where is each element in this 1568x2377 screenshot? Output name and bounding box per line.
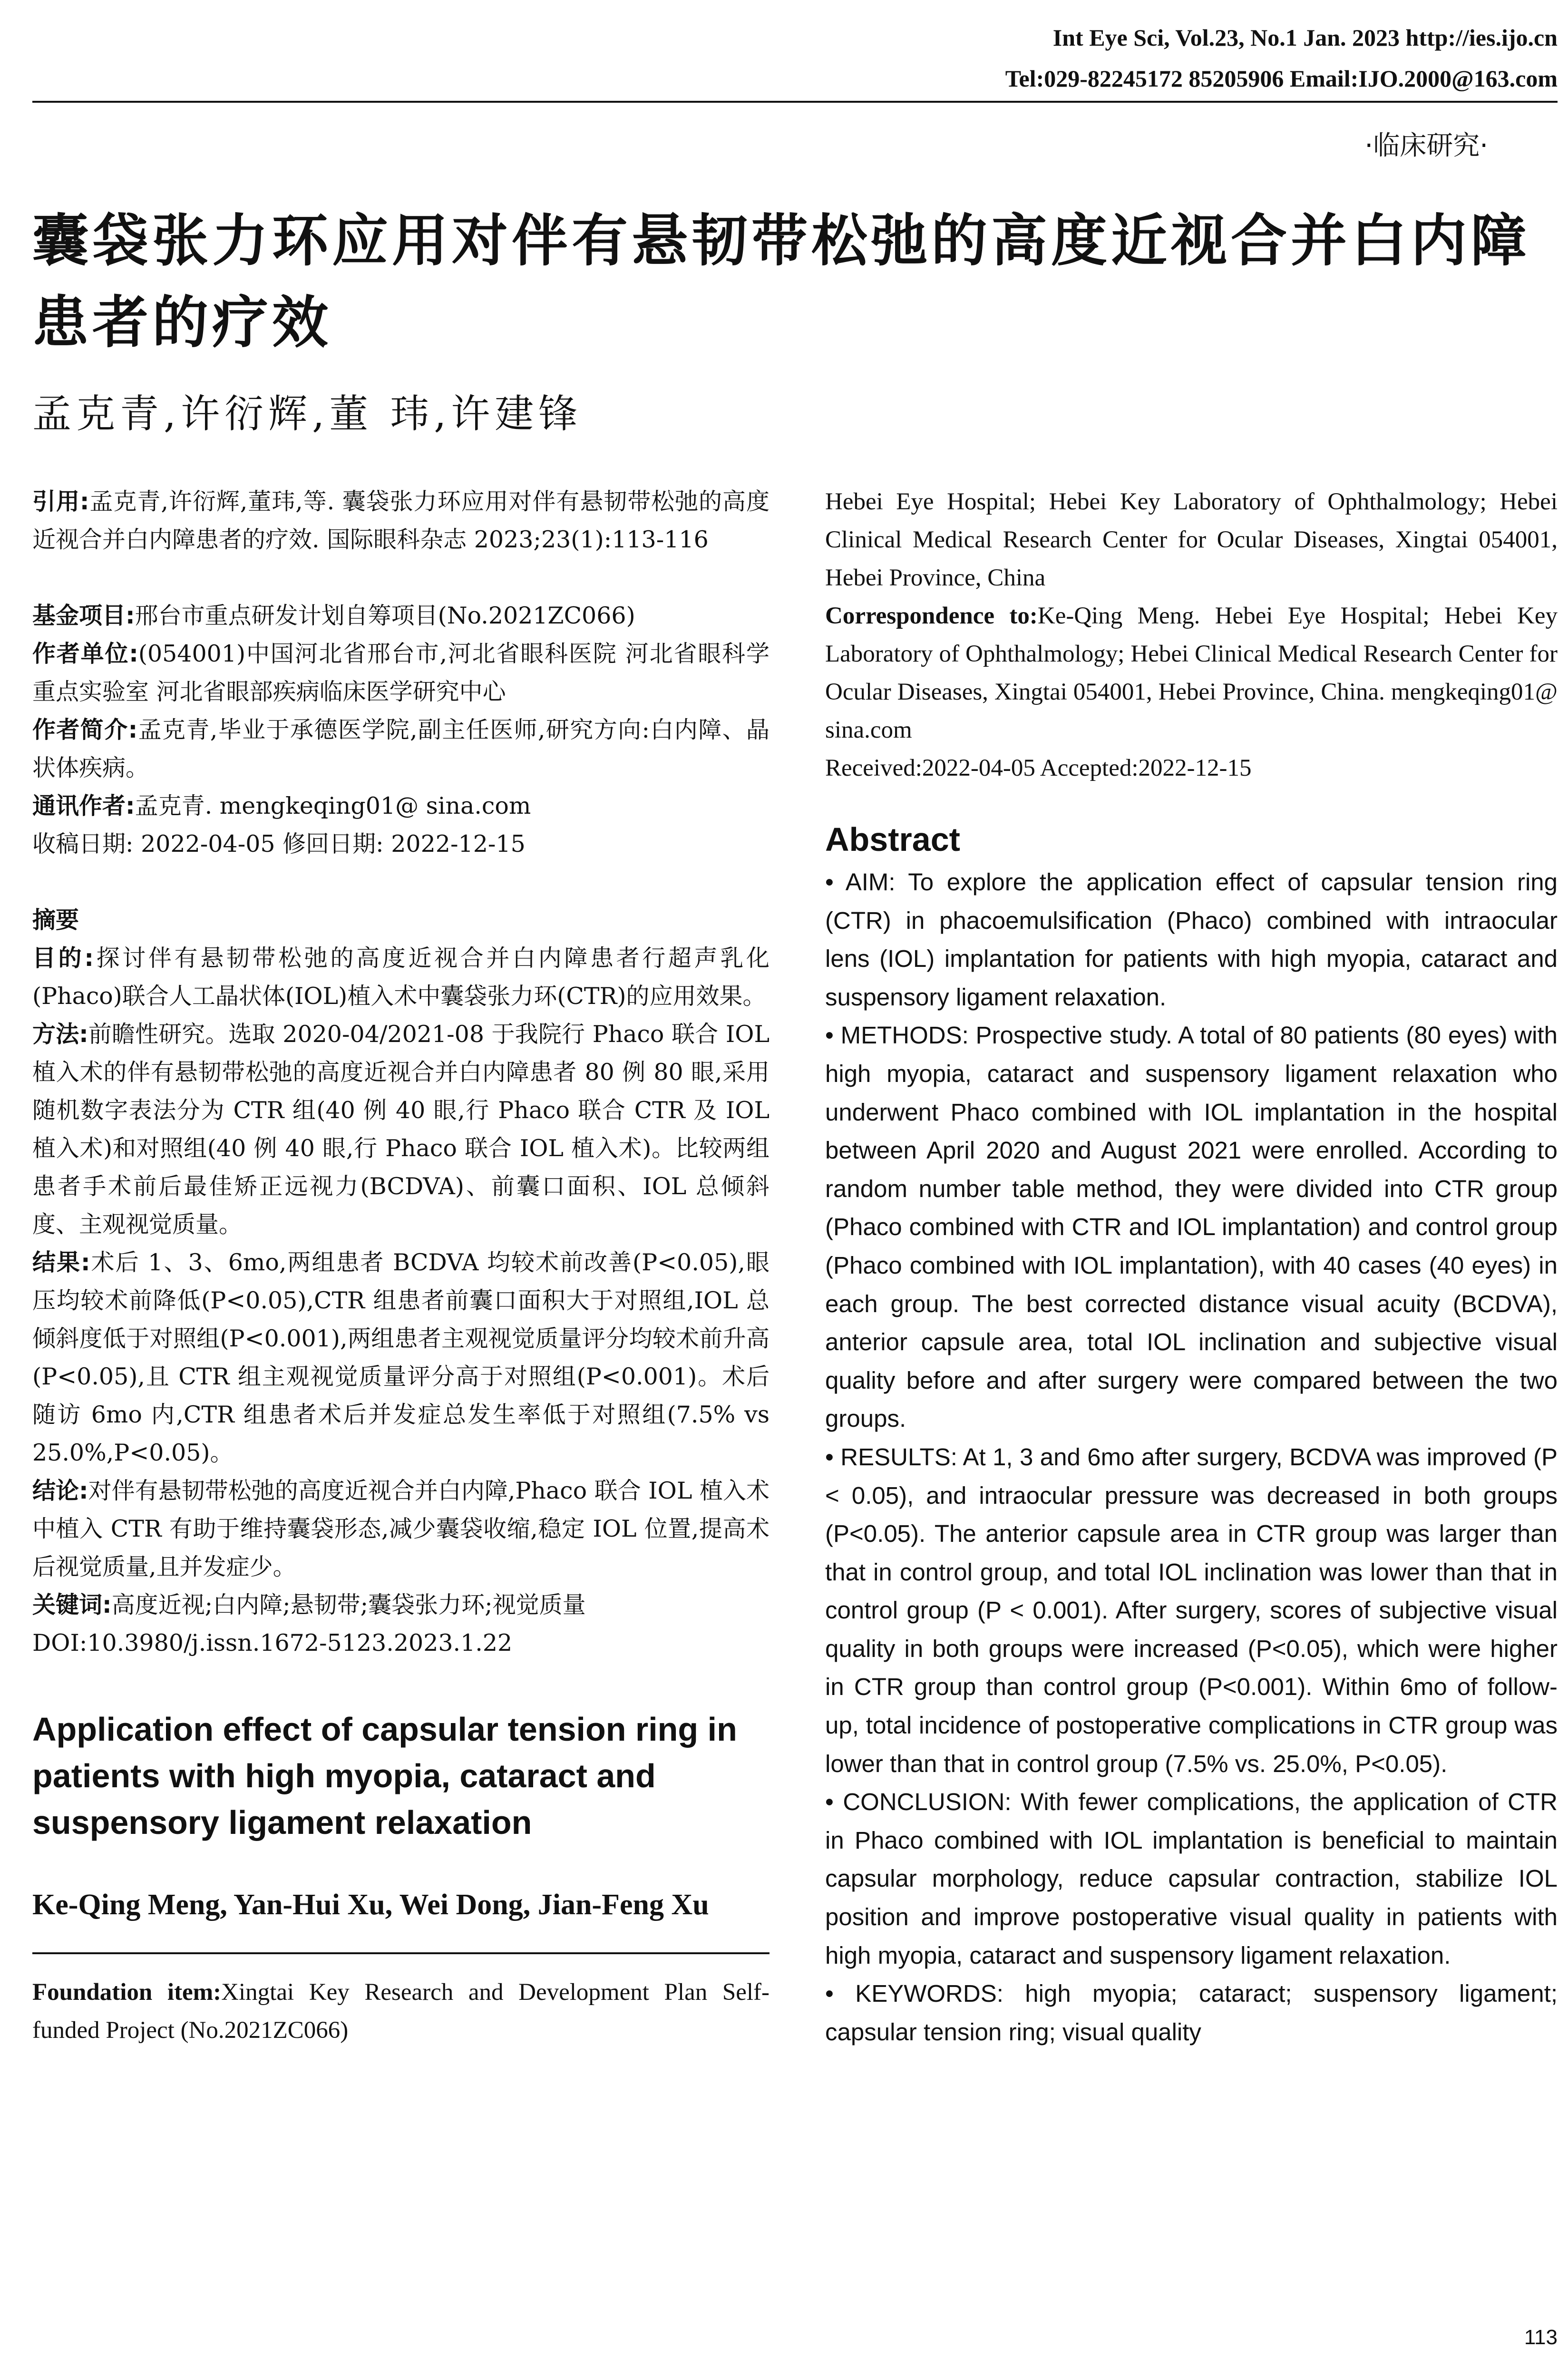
spacer: [32, 863, 769, 901]
spacer: [32, 1926, 769, 1952]
section-tag: ·临床研究·: [1364, 130, 1488, 161]
spacer: [32, 1662, 769, 1706]
fund-info: [32, 597, 769, 635]
cn-conclusion-label: 结论:: [32, 1477, 88, 1504]
intro-label: 作者简介:: [32, 716, 138, 743]
cn-methods-label: 方法:: [32, 1021, 88, 1048]
article-title: 囊袋张力环应用对伴有悬韧带松弛的高度近视合并白内障患者的疗效: [32, 208, 1531, 355]
correspondence-text: Ke-Qing Meng. Hebei Eye Hospital; Hebei Key Laboratory of Ophthalmology; Hebei Clinical Medical Research Center for Ocular Diseases, Xingtai 054001, Hebei Province, China. mengkeqing01@ sina.com: [825, 603, 1558, 743]
cn-abstract-heading: 摘要: [32, 906, 79, 934]
spacer: [32, 1954, 769, 1973]
cn-conclusion: [32, 1472, 769, 1586]
cn-aim-label: 目的:: [32, 945, 94, 972]
fund-text: 邢台市重点研发计划自筹项目(No.2021ZC066): [135, 602, 635, 629]
cn-keywords: [32, 1586, 769, 1624]
corresponding-author: [32, 787, 769, 825]
cn-keywords-text: 高度近视;白内障;悬韧带;囊袋张力环;视觉质量: [111, 1591, 586, 1618]
citation-text: 孟克青,许衍辉,董玮,等. 囊袋张力环应用对伴有悬韧带松弛的高度近视合并白内障患者的疗效. 国际眼科杂志 2023;23(1):113-116: [32, 488, 769, 553]
doi: DOI:10.3980/j.issn.1672-5123.2023.1.22: [32, 1629, 513, 1656]
author-unit: [32, 635, 769, 711]
correspondence-label: Correspondence to:: [825, 603, 1038, 629]
cn-aim-text: 探讨伴有悬韧带松弛的高度近视合并白内障患者行超声乳化(Phaco)联合人工晶状体(IOL)植入术中囊袋张力环(CTR)的应用效果。: [32, 945, 769, 1010]
foundation-item: [32, 1973, 769, 2049]
cn-results-text: 术后 1、3、6mo,两组患者 BCDVA 均较术前改善(P<0.05),眼压均较术前降低(P<0.05),CTR 组患者前囊口面积大于对照组,IOL 总倾斜度低于对照组(P<0.001),两组患者主观视觉质量评分均较术前升高(P<0.05),且 CTR 组主观视觉质量评分高于对照组(P<0.001)。术后随访 6mo 内,CTR 组患者术后并发症总发生率低于对照组(7.5% vs 25.0%,P<0.05)。: [32, 1249, 769, 1466]
article-authors: 孟克青,许衍辉,董 玮,许建锋: [32, 391, 583, 437]
journal-header-contact: Tel:029-82245172 85205906 Email:IJO.2000@163.com: [1005, 65, 1558, 92]
cn-keywords-label: 关键词:: [32, 1591, 112, 1618]
spacer: [32, 559, 769, 597]
corr-text: 孟克青. mengkeqing01@ sina.com: [135, 792, 531, 819]
citation: [32, 483, 769, 559]
cn-aim: [32, 939, 769, 1015]
received-accepted: Received:2022-04-05 Accepted:2022-12-15: [825, 755, 1252, 781]
header-divider: [32, 101, 1558, 103]
right-column: [825, 483, 1558, 2051]
foundation-text: Xingtai Key Research and Development Plan Self-funded Project (No.2021ZC066): [32, 1979, 769, 2044]
english-title: Application effect of capsular tension ring in patients with high myopia, cataract and suspensory ligament relaxation: [32, 1711, 737, 1841]
cn-results: [32, 1244, 769, 1472]
abstract-conclusion: • CONCLUSION: With fewer complications, the application of CTR in Phaco combined with IOL implantation is beneficial to maintain capsular morphology, reduce capsular contraction, stabilize IOL position and improve postoperative visual quality in patients with high myopia, cataract and suspensory ligament relaxation.: [825, 1788, 1558, 1969]
journal-header-citation: Int Eye Sci, Vol.23, No.1 Jan. 2023 http://ies.ijo.cn: [1052, 24, 1558, 51]
cn-conclusion-text: 对伴有悬韧带松弛的高度近视合并白内障,Phaco 联合 IOL 植入术中植入 CTR 有助于维持囊袋形态,减少囊袋收缩,稳定 IOL 位置,提高术后视觉质量,且并发症少。: [32, 1477, 769, 1580]
received-dates: 收稿日期: 2022-04-05 修回日期: 2022-12-15: [32, 830, 526, 857]
spacer: [825, 787, 1558, 816]
abstract-keywords: • KEYWORDS: high myopia; cataract; suspensory ligament; capsular tension ring; visual quality: [825, 1980, 1558, 2046]
corr-label: 通讯作者:: [32, 792, 135, 819]
abstract-heading: Abstract: [825, 821, 960, 858]
author-intro: [32, 711, 769, 787]
correspondence: [825, 597, 1558, 749]
cn-methods: [32, 1015, 769, 1244]
unit-label: 作者单位:: [32, 640, 138, 667]
cn-results-label: 结果:: [32, 1249, 90, 1276]
spacer: [32, 1846, 769, 1884]
left-column: [32, 483, 769, 2049]
abstract-results: • RESULTS: At 1, 3 and 6mo after surgery, BCDVA was improved (P < 0.05), and intraocular pressure was decreased in both groups (P<0.05). The anterior capsule area in CTR group was larger than that in control group, and total IOL inclination was lower than that in control group (P < 0.001). After surgery, scores of subjective visual quality in both groups were increased (P<0.05), which were higher in CTR group than control group (P<0.001). Within 6mo of follow-up, total incidence of postoperative complications in CTR group was lower than that in control group (7.5% vs. 25.0%, P<0.05).: [825, 1443, 1558, 1777]
affiliation: Hebei Eye Hospital; Hebei Key Laboratory of Ophthalmology; Hebei Clinical Medical Research Center for Ocular Diseases, Xingtai 054001, Hebei Province, China: [825, 488, 1558, 591]
abstract-aim: • AIM: To explore the application effect of capsular tension ring (CTR) in phacoemulsification (Phaco) combined with intraocular lens (IOL) implantation for patients with high myopia, cataract and suspensory ligament relaxation.: [825, 868, 1558, 1011]
fund-label: 基金项目:: [32, 602, 135, 629]
unit-text: (054001)中国河北省邢台市,河北省眼科医院 河北省眼科学重点实验室 河北省眼部疾病临床医学研究中心: [32, 640, 769, 705]
foundation-label: Foundation item:: [32, 1979, 222, 2006]
page-number: 113: [1524, 2326, 1558, 2349]
abstract-methods: • METHODS: Prospective study. A total of 80 patients (80 eyes) with high myopia, cataract and suspensory ligament relaxation who underwent Phaco combined with IOL implantation in the hospital between April 2020 and August 2021 were enrolled. According to random number table method, they were divided into CTR group (Phaco combined with CTR and IOL implantation) and control group (Phaco combined with IOL implantation), with 40 cases (40 eyes) in each group. The best corrected distance visual acuity (BCDVA), anterior capsule area, total IOL inclination and subjective visual quality before and after surgery were compared between the two groups.: [825, 1022, 1558, 1432]
citation-label: 引用:: [32, 488, 89, 515]
intro-text: 孟克青,毕业于承德医学院,副主任医师,研究方向:白内障、晶状体疾病。: [32, 716, 769, 781]
english-authors: Ke-Qing Meng, Yan-Hui Xu, Wei Dong, Jian-Feng Xu: [32, 1889, 709, 1921]
cn-methods-text: 前瞻性研究。选取 2020-04/2021-08 于我院行 Phaco 联合 IOL 植入术的伴有悬韧带松弛的高度近视合并白内障患者 80 例 80 眼,采用随机数字表法分为 CTR 组(40 例 40 眼,行 Phaco 联合 CTR 及 IOL 植入术)和对照组(40 例 40 眼,行 Phaco 联合 IOL 植入术)。比较两组患者手术前后最佳矫正远视力(BCDVA)、前囊口面积、IOL 总倾斜度、主观视觉质量。: [32, 1021, 769, 1238]
